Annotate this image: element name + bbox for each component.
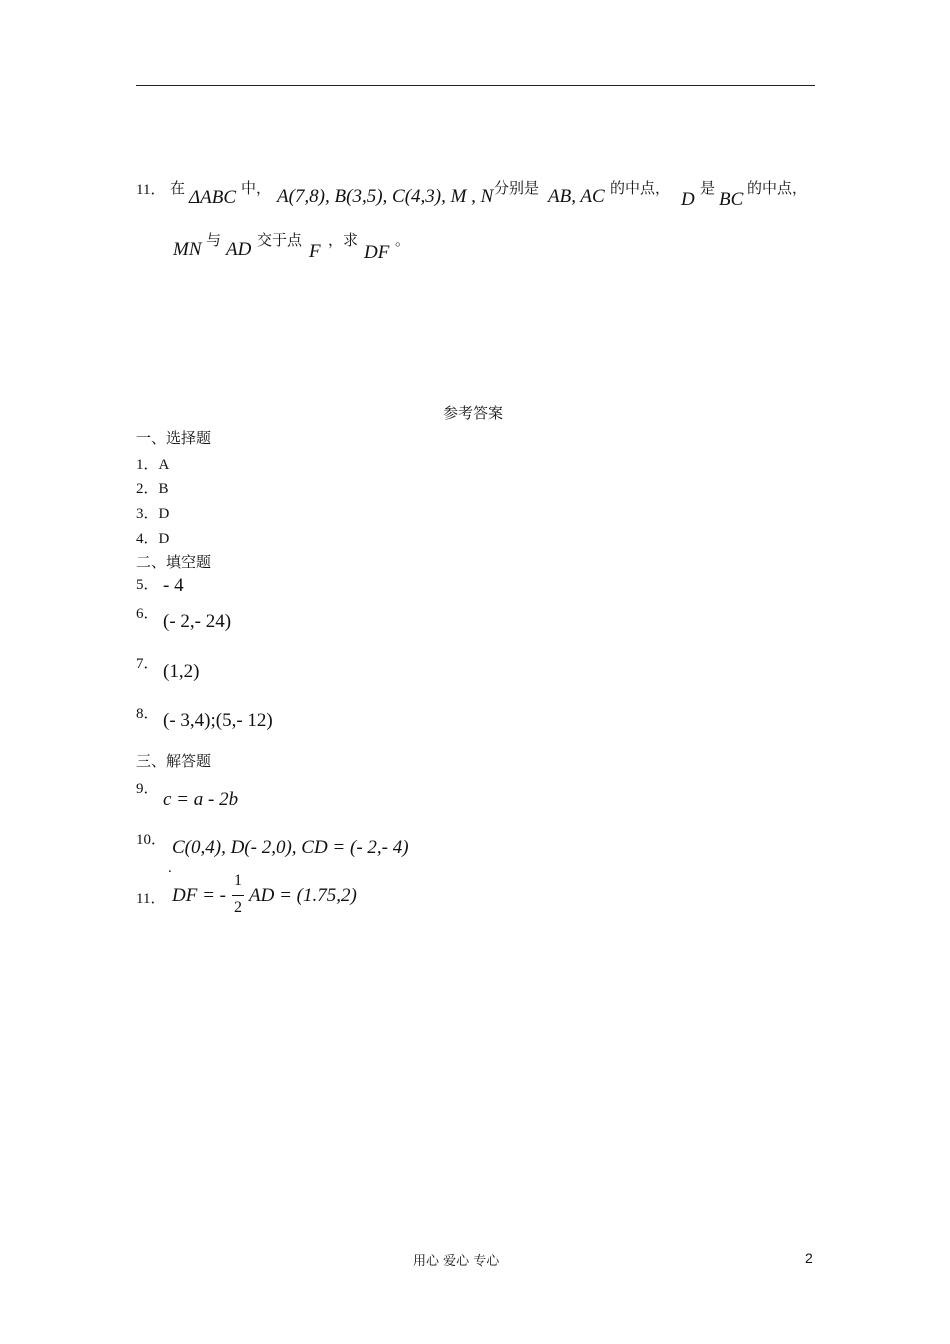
answer-1: 1．A — [136, 457, 170, 473]
text-zhong: 中， — [241, 179, 272, 197]
footer-center-text: 用心 爱心 专心 — [413, 1254, 500, 1269]
math-triangle: ΔABC — [189, 187, 237, 208]
answer-11-label: 11． — [136, 891, 166, 907]
answer-8-label: 8． — [136, 706, 159, 722]
math-ab-ac: AB, AC — [548, 186, 605, 207]
answer-11-rhs: AD = (1.75,2) — [249, 885, 357, 906]
text-zai: 在 — [170, 179, 186, 197]
header-rule — [136, 85, 815, 86]
section-heading-solve: 三、解答题 — [136, 752, 212, 770]
answer-9-value: c = a - 2b — [163, 789, 239, 810]
answer-3: 3．D — [136, 506, 170, 522]
text-fenbie: 分别是 — [494, 179, 540, 197]
section-heading-choice: 一、选择题 — [136, 429, 212, 447]
answer-8-value: (- 3,4);(5,- 12) — [163, 710, 273, 731]
answer-5-value: - 4 — [163, 575, 184, 596]
answer-9-label: 9． — [136, 781, 159, 797]
answer-10-value: C(0,4), D(- 2,0), CD = (- 2,- 4) — [172, 837, 409, 858]
text-qiu: ，求 — [328, 231, 359, 249]
text-midpoint-1: 的中点， — [610, 179, 671, 197]
answer-11-denominator: 2 — [234, 899, 242, 916]
page-number: 2 — [805, 1250, 813, 1266]
answer-11-numerator: 1 — [234, 872, 242, 889]
math-ad: AD — [226, 239, 252, 260]
answer-11-lhs: DF = - — [172, 885, 226, 906]
answer-4: 4．D — [136, 531, 170, 547]
answer-10-label: 10． — [136, 832, 167, 848]
answer-11-fraction-bar — [232, 895, 244, 896]
answer-7-label: 7． — [136, 656, 159, 672]
math-df: DF — [364, 242, 390, 263]
math-f: F — [309, 241, 321, 262]
math-d: D — [681, 189, 695, 210]
text-midpoint-2: 的中点， — [747, 179, 808, 197]
text-shi: 是 — [700, 179, 716, 197]
math-mn: MN — [173, 239, 202, 260]
text-jiaoyu: 交于点 — [257, 231, 303, 249]
problem-number: 11． — [136, 182, 166, 198]
math-points: A(7,8), B(3,5), C(4,3), M , N — [277, 186, 494, 207]
section-heading-fill: 二、填空题 — [136, 553, 212, 571]
answer-6-label: 6． — [136, 606, 159, 622]
math-bc: BC — [719, 189, 744, 210]
answer-title: 参考答案 — [443, 404, 504, 422]
text-yu: 与 — [206, 231, 222, 249]
answer-5-label: 5． — [136, 577, 159, 593]
answer-10-dot: . — [168, 860, 172, 876]
answer-7-value: (1,2) — [163, 661, 200, 682]
answer-2: 2．B — [136, 481, 169, 497]
answer-6-value: (- 2,- 24) — [163, 611, 232, 632]
text-end: 。 — [395, 231, 411, 249]
